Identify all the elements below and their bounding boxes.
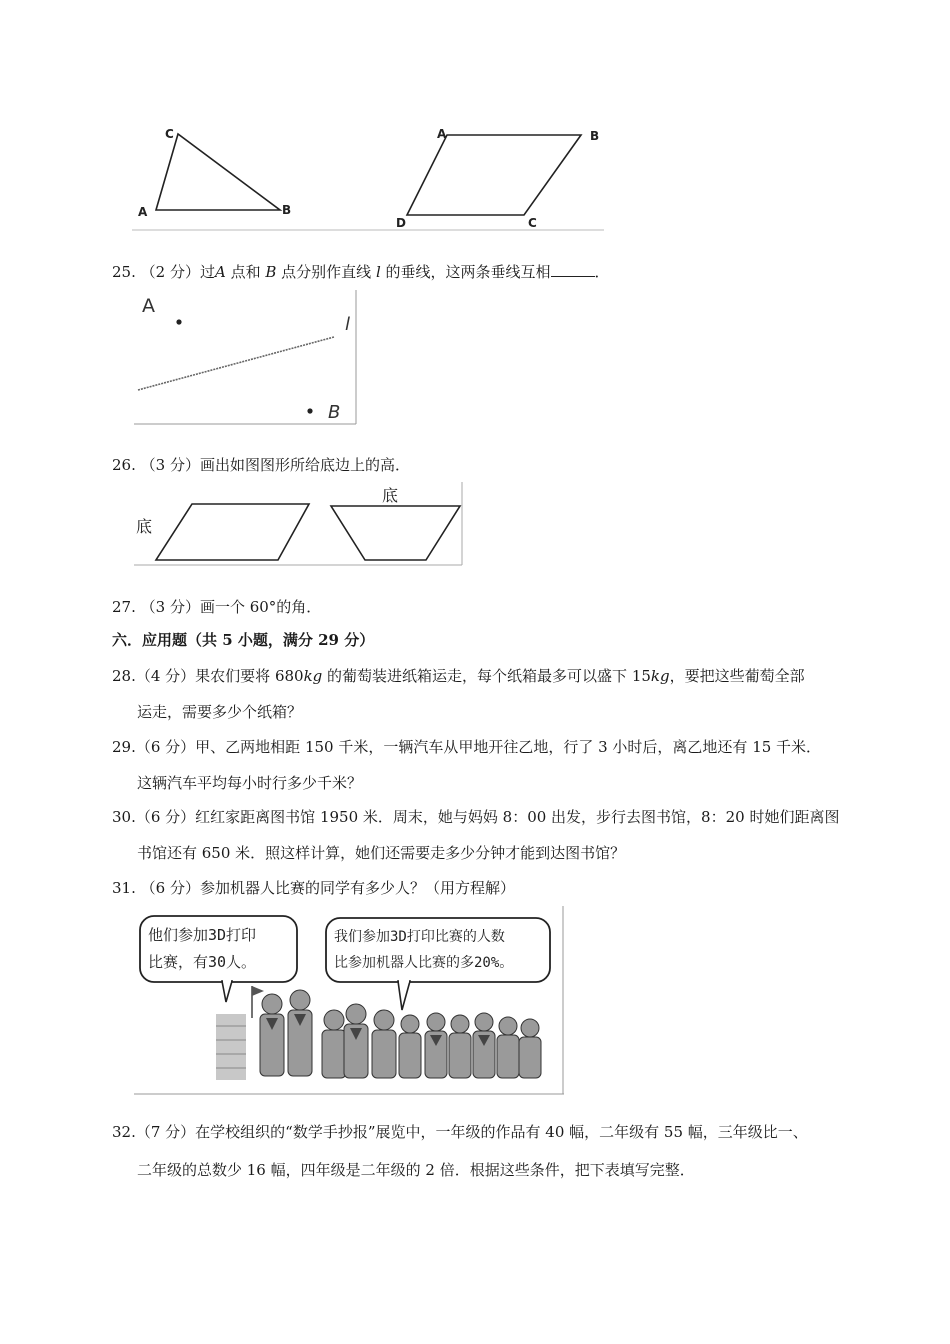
bubble-1-line-2: 比赛，有30人。 [148, 953, 257, 971]
q25-fig-label-a: A [142, 295, 155, 317]
q31-text: 参加机器人比赛的同学有多少人？（用方程解） [199, 879, 515, 897]
q25-score: （2 分） [140, 263, 200, 281]
q32-score: （7 分） [135, 1123, 196, 1141]
question-31 [112, 878, 515, 898]
q27-score: （3 分） [140, 598, 200, 616]
bubble-2-text [334, 924, 513, 976]
q25-answer-blank[interactable] [551, 262, 595, 277]
triangle-label-b: B [282, 203, 292, 217]
q25-figure [134, 290, 360, 426]
question-25 [112, 262, 610, 282]
q30-score: （6 分） [135, 808, 196, 826]
q30-line-1: 红红家距离图书馆 1950 米．周末，她与妈妈 8：00 出发，步行去图书馆，8：20 时她们距离图 [195, 808, 840, 826]
question-29 [112, 737, 821, 757]
bubble-2-line-2: 比参加机器人比赛的多20%。 [334, 955, 514, 971]
q25-point-b: B [265, 263, 277, 281]
q31-score: （6 分） [140, 879, 200, 897]
triangle-label-a: A [138, 205, 148, 219]
q25-text-c: 点分别作直线 [276, 263, 376, 281]
q28-unit-1: kg [303, 667, 323, 685]
question-32 [112, 1122, 808, 1142]
q32-number: 32. [112, 1123, 136, 1141]
q25-text-d: 的垂线，这两条垂线互相 [380, 263, 551, 281]
bubble-1-text [148, 922, 256, 976]
q29-number: 29. [112, 738, 136, 756]
q29-score: （6 分） [135, 738, 196, 756]
question-26 [112, 455, 410, 475]
parallelogram-shape [407, 135, 581, 215]
section-6-title: 六．应用题（共 5 小题，满分 29 分） [112, 631, 375, 649]
q28-unit-2: kg [650, 667, 670, 685]
q26-label-top: 底 [382, 486, 399, 505]
q26-trapezoid [331, 506, 460, 560]
q32-line-1: 在学校组织的“数学手抄报”展览中，一年级的作品有 40 幅，二年级有 55 幅，三年级比一、 [195, 1123, 808, 1141]
q32-line-2: 二年级的总数少 16 幅，四年级是二年级的 2 倍．根据这些条件，把下表填写完整． [137, 1161, 695, 1179]
q28-number: 28. [112, 667, 136, 685]
q27-text: 画一个 60°的角． [199, 598, 322, 616]
q25-fig-label-b: B [328, 402, 341, 423]
q28-text-1: 果农们要将 680 [195, 667, 304, 685]
bubble-1-line-1: 他们参加3D打印 [148, 926, 257, 944]
q25-fig-label-l: l [345, 314, 351, 335]
q25-point-a: A [214, 263, 226, 281]
q25-line-l: l [375, 263, 381, 281]
parallelogram-label-a: A [437, 127, 447, 141]
triangle-label-c: C [165, 127, 174, 141]
question-27 [112, 597, 321, 617]
q28-score: （4 分） [135, 667, 196, 685]
q31-illustration [134, 906, 566, 1096]
q26-figure [134, 482, 466, 568]
q25-number: 25. [112, 263, 136, 281]
question-30 [112, 807, 839, 827]
q26-label-left: 底 [136, 517, 153, 536]
question-28 [112, 666, 805, 686]
q29-line-1: 甲、乙两地相距 150 千米，一辆汽车从甲地开往乙地，行了 3 小时后，离乙地还有 15 千米． [195, 738, 822, 756]
q28-line-2: 运走，需要多少个纸箱？ [137, 703, 303, 721]
q24-figure [132, 118, 608, 234]
q26-text: 画出如图图形所给底边上的高． [199, 456, 410, 474]
q27-number: 27. [112, 598, 136, 616]
parallelogram-label-d: D [396, 216, 406, 230]
triangle-shape [156, 134, 280, 210]
q26-score: （3 分） [140, 456, 200, 474]
q28-text-3: ，要把这些葡萄全部 [669, 667, 805, 685]
parallelogram-label-c: C [528, 216, 537, 230]
q26-parallelogram [156, 504, 309, 560]
parallelogram-label-b: B [590, 129, 600, 143]
q30-line-2: 书馆还有 650 米．照这样计算，她们还需要走多少分钟才能到达图书馆？ [137, 844, 626, 862]
q25-text-end: ． [594, 263, 610, 281]
bubble-2-line-1: 我们参加3D打印比赛的人数 [334, 929, 505, 945]
q28-text-2: 的葡萄装进纸箱运走，每个纸箱最多可以盛下 15 [322, 667, 651, 685]
q26-number: 26. [112, 456, 136, 474]
q31-number: 31. [112, 879, 136, 897]
q30-number: 30. [112, 808, 136, 826]
q29-line-2: 这辆汽车平均每小时行多少千米？ [137, 774, 363, 792]
q25-text-b: 点和 [225, 263, 266, 281]
q25-text-a: 过 [199, 263, 215, 281]
